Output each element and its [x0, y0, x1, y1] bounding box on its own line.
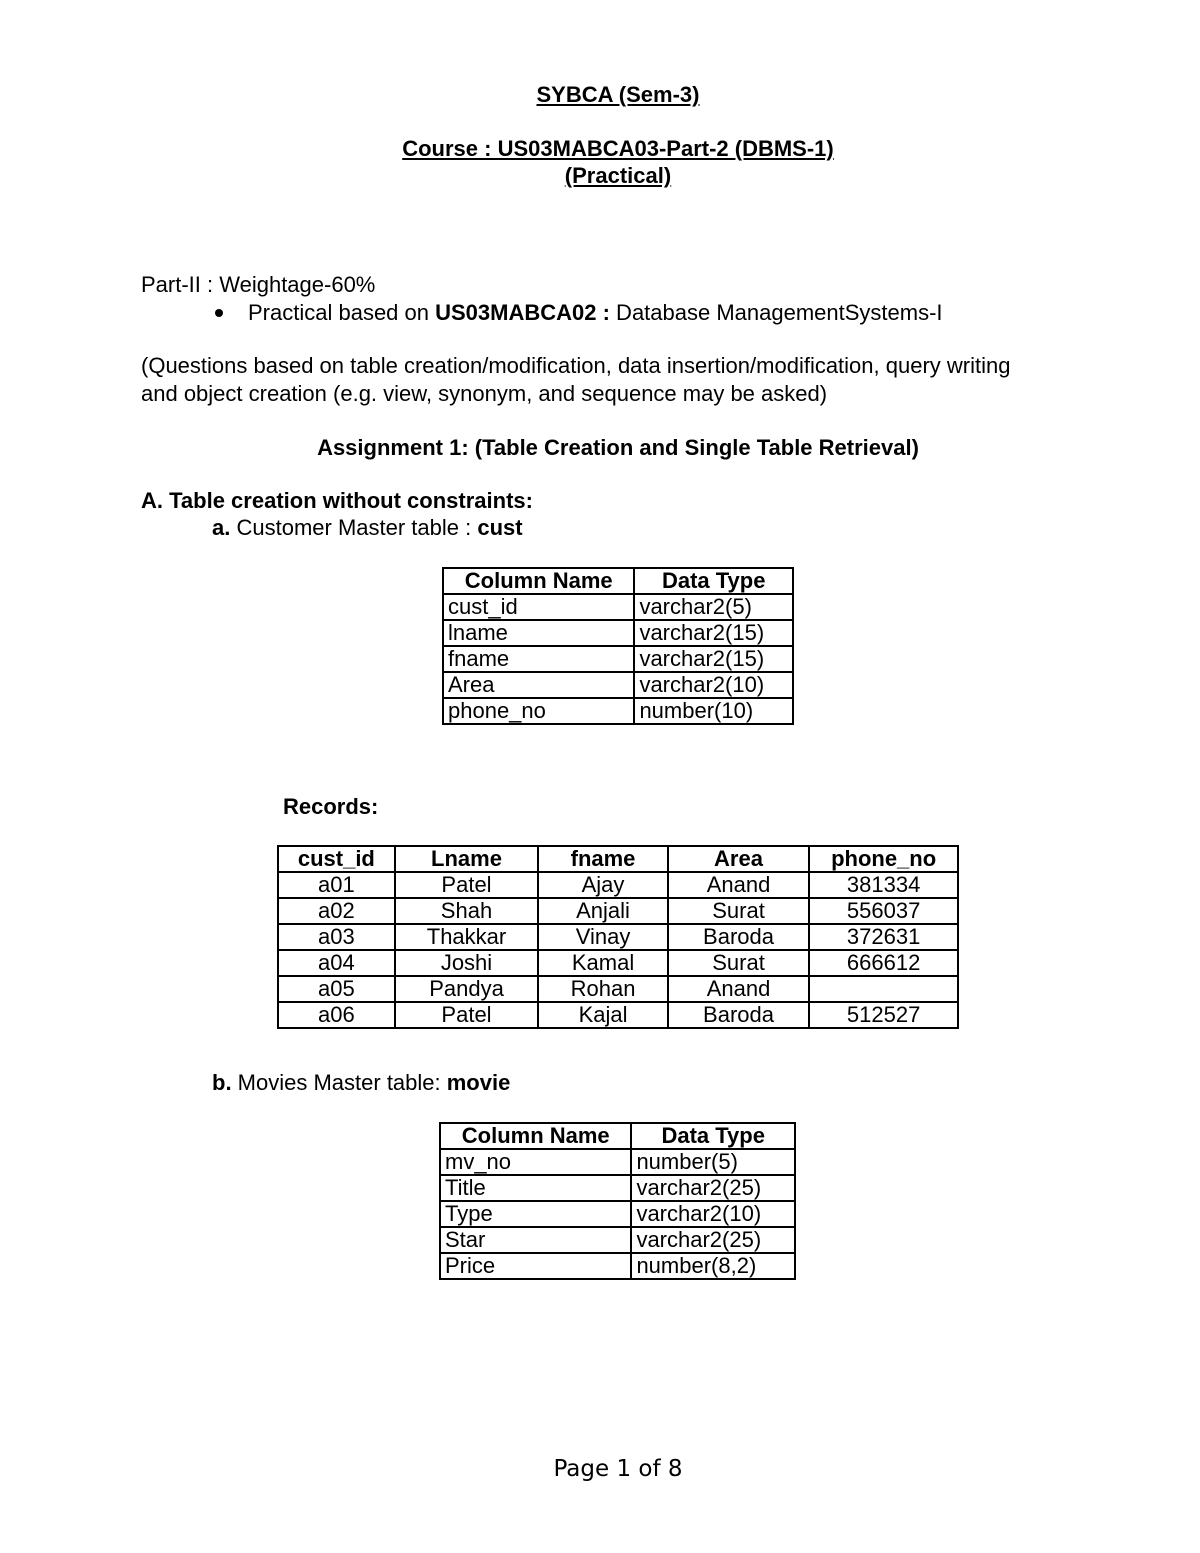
cell: Ajay [538, 872, 668, 898]
cell: lname [443, 620, 634, 646]
cell: 556037 [809, 898, 958, 924]
cell: Shah [395, 898, 539, 924]
cell: Star [440, 1227, 631, 1253]
column-header: fname [538, 846, 668, 872]
column-header: Area [668, 846, 809, 872]
column-header: cust_id [278, 846, 395, 872]
cell: Pandya [395, 976, 539, 1002]
table-row [278, 898, 958, 924]
sub-b-table-name: movie [446, 1070, 511, 1095]
cell: Patel [395, 1002, 539, 1028]
table-header-row [443, 568, 793, 594]
cell: 666612 [809, 950, 958, 976]
assignment-title: Assignment 1: (Table Creation and Single Table Retrieval) [317, 435, 919, 460]
course-line: Course : US03MABCA03-Part-2 (DBMS-1) [402, 136, 834, 161]
table-row [443, 698, 793, 724]
sub-b-label: b. [212, 1070, 232, 1095]
cell: Vinay [538, 924, 668, 950]
note-line-1: (Questions based on table creation/modification, data insertion/modification, query writing [141, 353, 1011, 378]
cell: Type [440, 1201, 631, 1227]
cell: a01 [278, 872, 395, 898]
column-header: Lname [395, 846, 539, 872]
cell: Area [443, 672, 634, 698]
cell: cust_id [443, 594, 634, 620]
cell: fname [443, 646, 634, 672]
sub-a-text: Customer Master table : [230, 515, 478, 540]
sub-b-text: Movies Master table: [231, 1070, 447, 1095]
cell: 372631 [809, 924, 958, 950]
sub-a-label: a. [212, 515, 231, 540]
bullet-prefix: Practical based on [248, 300, 436, 325]
table-header-row [278, 846, 958, 872]
column-header: phone_no [809, 846, 958, 872]
table-row [443, 646, 793, 672]
cust-schema-table [442, 567, 794, 725]
cell: mv_no [440, 1149, 631, 1175]
cell: Thakkar [395, 924, 539, 950]
cell: Surat [668, 950, 809, 976]
column-header: Column Name [443, 568, 634, 594]
cell: Rohan [538, 976, 668, 1002]
table-row [440, 1149, 795, 1175]
cell: Patel [395, 872, 539, 898]
cell: number(8,2) [631, 1253, 795, 1279]
table-row [440, 1175, 795, 1201]
cell: varchar2(25) [631, 1227, 795, 1253]
cell: 381334 [809, 872, 958, 898]
table-row [443, 672, 793, 698]
cell: a04 [278, 950, 395, 976]
cust-records-table [277, 845, 959, 1029]
cell: a03 [278, 924, 395, 950]
practical-based-line [248, 300, 943, 326]
table-row [443, 594, 793, 620]
cell: varchar2(10) [631, 1201, 795, 1227]
cell: Price [440, 1253, 631, 1279]
cell: a05 [278, 976, 395, 1002]
cell: Anjali [538, 898, 668, 924]
section-a-heading: A. Table creation without constraints: [141, 488, 533, 513]
table-row [278, 976, 958, 1002]
cell: Kamal [538, 950, 668, 976]
cell [809, 976, 958, 1002]
column-header: Data Type [631, 1123, 795, 1149]
cell: Title [440, 1175, 631, 1201]
table-row [278, 872, 958, 898]
sub-a-line [212, 515, 523, 541]
table-row [440, 1253, 795, 1279]
note-line-2: and object creation (e.g. view, synonym, and sequence may be asked) [141, 381, 828, 406]
part-label: Part-II : Weightage-60% [141, 272, 376, 297]
cell: 512527 [809, 1002, 958, 1028]
page-number-footer: Page 1 of 8 [553, 1456, 683, 1482]
sub-a-table-name: cust [477, 515, 523, 540]
column-header: Data Type [634, 568, 793, 594]
movie-schema-table [439, 1122, 796, 1280]
cell: number(5) [631, 1149, 795, 1175]
cell: Joshi [395, 950, 539, 976]
table-row [278, 950, 958, 976]
table-header-row [440, 1123, 795, 1149]
cell: Surat [668, 898, 809, 924]
practical-line: (Practical) [564, 163, 672, 188]
doc-title: SYBCA (Sem-3) [536, 82, 700, 107]
records-label: Records: [283, 794, 379, 819]
cell: Anand [668, 872, 809, 898]
cell: Kajal [538, 1002, 668, 1028]
cell: varchar2(10) [634, 672, 793, 698]
cell: varchar2(15) [634, 646, 793, 672]
cell: varchar2(5) [634, 594, 793, 620]
table-row [278, 1002, 958, 1028]
column-header: Column Name [440, 1123, 631, 1149]
cell: varchar2(25) [631, 1175, 795, 1201]
cell: a02 [278, 898, 395, 924]
cell: phone_no [443, 698, 634, 724]
cell: Baroda [668, 1002, 809, 1028]
cell: Baroda [668, 924, 809, 950]
cell: number(10) [634, 698, 793, 724]
table-row [440, 1227, 795, 1253]
bullet-suffix: Database ManagementSystems-I [609, 300, 943, 325]
table-row [440, 1201, 795, 1227]
table-row [443, 620, 793, 646]
bullet-code: US03MABCA02 : [435, 300, 610, 325]
sub-b-line [212, 1070, 510, 1096]
bullet-icon [215, 309, 223, 317]
cell: varchar2(15) [634, 620, 793, 646]
cell: Anand [668, 976, 809, 1002]
cell: a06 [278, 1002, 395, 1028]
table-row [278, 924, 958, 950]
